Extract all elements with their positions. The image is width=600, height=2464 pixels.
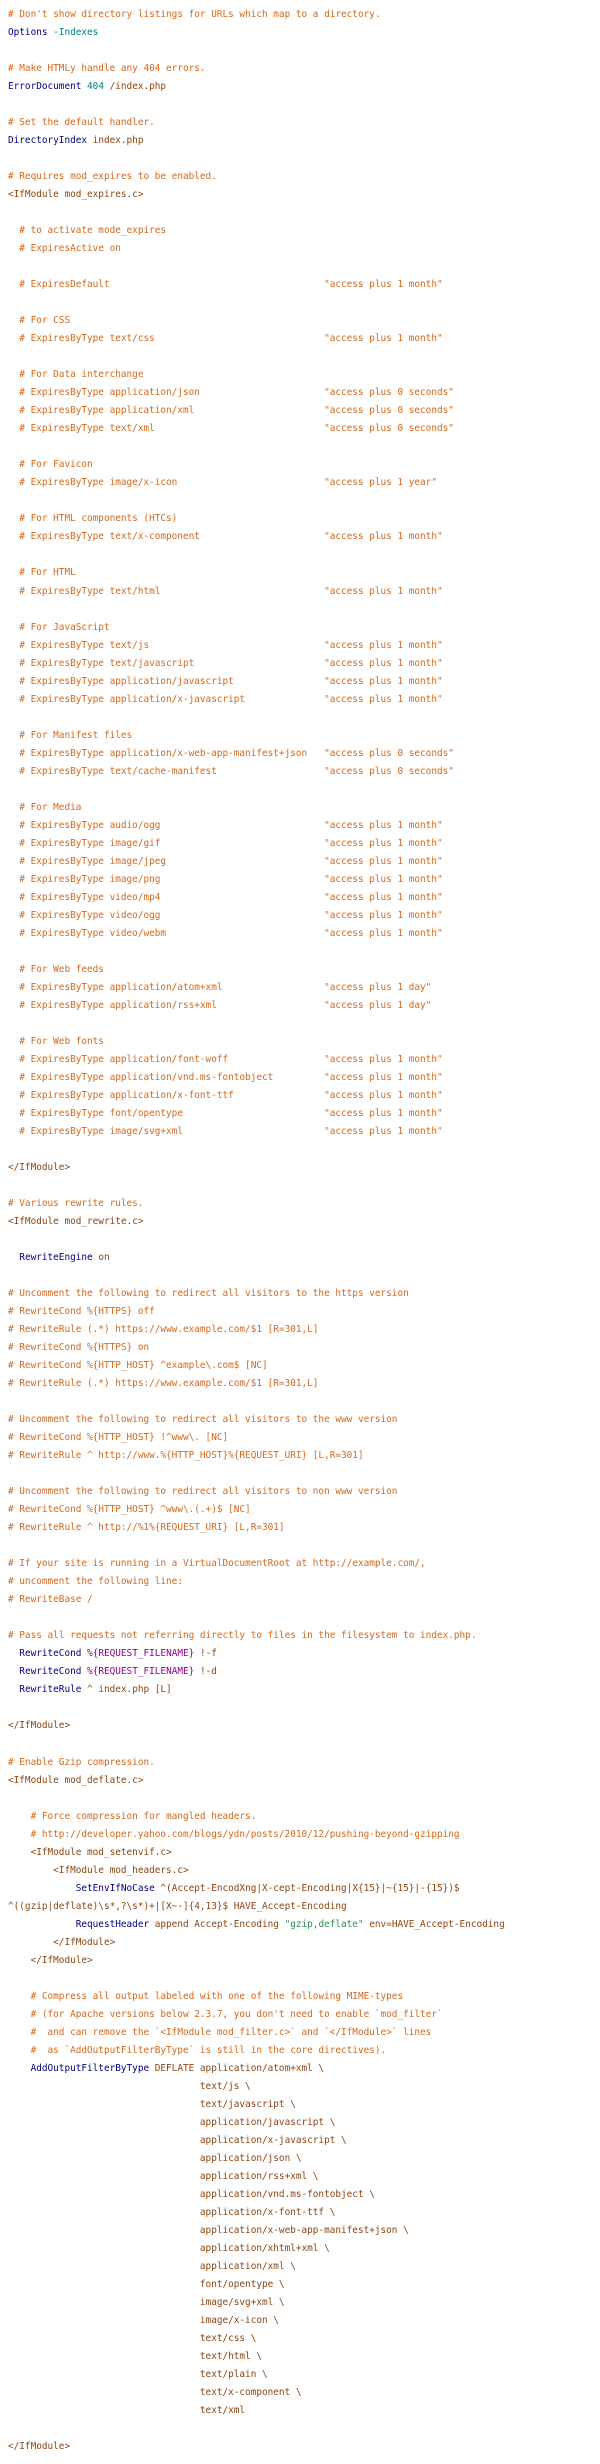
- directive-token: SetEnvIfNoCase: [75, 1882, 155, 1894]
- comment-token: # For HTML components (HTCs): [8, 513, 178, 525]
- comment-token: # ExpiresByType image/gif "access plus 1 month": [8, 837, 443, 849]
- code-line: [8, 1862, 600, 1880]
- comment-token: # ExpiresByType application/javascript "access plus 1 month": [8, 675, 443, 687]
- plain-token: application/rss+xml \: [8, 2170, 319, 2182]
- code-line: [8, 1159, 600, 1177]
- plain-token: [8, 2063, 31, 2074]
- plain-token: /index.php: [103, 81, 167, 93]
- code-line: [8, 1699, 600, 1717]
- code-line: [8, 2276, 600, 2294]
- comment-token: # ExpiresByType video/mp4 "access plus 1 month": [8, 891, 443, 903]
- comment-token: # RewriteRule (.*) https://www.example.com/$1 [R=301,L]: [8, 1378, 319, 1390]
- code-line: [8, 402, 600, 420]
- code-line: [8, 258, 600, 276]
- code-line: [8, 1754, 600, 1772]
- comment-token: # ExpiresByType application/x-web-app-manifest+json "access plus 0 seconds": [8, 747, 454, 759]
- code-line: [8, 1681, 600, 1699]
- code-line: [8, 222, 600, 240]
- code-line: [8, 1519, 600, 1537]
- code-line: [8, 1952, 600, 1970]
- directive-token: RewriteCond: [19, 1666, 82, 1678]
- comment-token: # Uncomment the following to redirect all visitors to the www version: [8, 1414, 398, 1426]
- code-line: [8, 1231, 600, 1249]
- code-line: [8, 366, 600, 384]
- code-line: [8, 1285, 600, 1303]
- code-line: [8, 1105, 600, 1123]
- code-line: [8, 1483, 600, 1501]
- code-line: [8, 673, 600, 691]
- comment-token: # Set the default handler.: [8, 117, 155, 129]
- code-line: [8, 871, 600, 889]
- code-line: [8, 1303, 600, 1321]
- code-line: [8, 474, 600, 492]
- code-line: [8, 1916, 600, 1934]
- plain-token: image/x-icon \: [8, 2315, 279, 2326]
- code-line: [8, 619, 600, 637]
- code-line: [8, 1051, 600, 1069]
- comment-token: # RewriteCond %{HTTPS} on: [8, 1342, 150, 1354]
- comment-token: # Make HTMLy handle any 404 errors.: [8, 63, 206, 75]
- code-line: [8, 2384, 600, 2402]
- plain-token: </IfModule>: [8, 2441, 71, 2453]
- comment-token: # as `AddOutputFilterByType` is still in the core directives).: [8, 2044, 387, 2056]
- plain-token: </IfModule>: [8, 1936, 116, 1948]
- plain-token: text/javascript \: [8, 2098, 296, 2110]
- code-line: [8, 150, 600, 168]
- code-line: [8, 1573, 600, 1591]
- code-line: [8, 1321, 600, 1339]
- comment-token: # For Web fonts: [8, 1035, 104, 1047]
- comment-token: # ExpiresByType font/opentype "access plus 1 month": [8, 1107, 443, 1119]
- comment-token: # For JavaScript: [8, 621, 110, 633]
- code-line: [8, 168, 600, 186]
- comment-token: # ExpiresActive on: [8, 243, 121, 255]
- code-line: [8, 2042, 600, 2060]
- comment-token: # Various rewrite rules.: [8, 1198, 144, 1210]
- comment-token: # Pass all requests not referring directly to files in the filesystem to index.php.: [8, 1630, 477, 1642]
- code-line: [8, 835, 600, 853]
- comment-token: # ExpiresByType video/webm "access plus 1 month": [8, 927, 443, 939]
- comment-token: # If your site is running in a VirtualDocumentRoot at http://example.com/,: [8, 1558, 426, 1570]
- code-line: [8, 1934, 600, 1952]
- comment-token: # ExpiresByType image/png "access plus 1 month": [8, 873, 443, 885]
- code-line: [8, 384, 600, 402]
- code-line: [8, 186, 600, 204]
- code-line: [8, 727, 600, 745]
- comment-token: # For Manifest files: [8, 729, 133, 741]
- code-line: [8, 1826, 600, 1844]
- code-line: [8, 1465, 600, 1483]
- plain-token: image/svg+xml \: [8, 2296, 285, 2308]
- directive-token: DirectoryIndex: [8, 135, 88, 147]
- plain-token: </IfModule>: [8, 1954, 93, 1966]
- plain-token: ^ index.php [L]: [81, 1684, 172, 1696]
- code-line: [8, 1015, 600, 1033]
- code-line: [8, 799, 600, 817]
- plain-token: text/js \: [8, 2080, 251, 2092]
- plain-token: </IfModule>: [8, 1162, 71, 1173]
- code-line: [8, 24, 600, 42]
- code-line: [8, 1717, 600, 1735]
- code-line: [8, 1213, 600, 1231]
- code-line: [8, 1069, 600, 1087]
- code-line: [8, 312, 600, 330]
- code-line: [8, 6, 600, 24]
- code-line: [8, 276, 600, 294]
- code-line: [8, 438, 600, 456]
- comment-token: # ExpiresByType application/font-woff "access plus 1 month": [8, 1053, 443, 1065]
- code-line: [8, 60, 600, 78]
- variable-token: %{REQUEST_FILENAME}: [87, 1666, 195, 1678]
- code-line: [8, 2294, 600, 2312]
- code-line: [8, 2060, 600, 2078]
- code-line: [8, 1970, 600, 1988]
- code-line: [8, 294, 600, 312]
- comment-token: # ExpiresByType video/ogg "access plus 1 month": [8, 909, 443, 921]
- comment-token: # RewriteCond %{HTTP_HOST} !^www\. [NC]: [8, 1432, 229, 1444]
- plain-token: text/css \: [8, 2333, 257, 2345]
- comment-token: # ExpiresByType application/json "access plus 0 seconds": [8, 387, 454, 399]
- plain-token: application/x-font-ttf \: [8, 2206, 336, 2218]
- code-line: [8, 2420, 600, 2438]
- code-line: [8, 1772, 600, 1790]
- comment-token: # Requires mod_expires to be enabled.: [8, 171, 217, 183]
- code-line: [8, 979, 600, 997]
- code-line: [8, 1033, 600, 1051]
- code-line: [8, 1736, 600, 1754]
- code-line: [8, 1880, 600, 1898]
- code-line: [8, 1790, 600, 1808]
- comment-token: # (for Apache versions below 2.3.7, you don't need to enable `mod_filter`: [8, 2008, 443, 2020]
- comment-token: # RewriteBase /: [8, 1594, 93, 1606]
- code-line: [8, 1844, 600, 1862]
- code-line: [8, 709, 600, 727]
- code-line: [8, 546, 600, 564]
- code-line: [8, 1645, 600, 1663]
- comment-token: # to activate mode_expires: [8, 225, 167, 237]
- directive-token: ErrorDocument: [8, 81, 82, 93]
- plain-token: !-f: [194, 1648, 217, 1660]
- directive-token: Options: [8, 27, 48, 39]
- code-line: [8, 240, 600, 258]
- plain-token: on: [92, 1252, 110, 1264]
- comment-token: # RewriteRule (.*) https://www.example.com/$1 [R=301,L]: [8, 1324, 319, 1336]
- code-line: [8, 2006, 600, 2024]
- plain-token: application/javascript \: [8, 2116, 336, 2128]
- plain-token: index.php: [87, 135, 144, 147]
- code-line: [8, 637, 600, 655]
- plain-token: [8, 1666, 19, 1677]
- comment-token: # ExpiresByType application/x-javascript "access plus 1 month": [8, 693, 443, 705]
- string-token: "gzip,deflate": [284, 1918, 364, 1930]
- comment-token: # ExpiresByType image/jpeg "access plus 1 month": [8, 855, 443, 867]
- code-line: [8, 1339, 600, 1357]
- plain-token: <IfModule mod_rewrite.c>: [8, 1216, 144, 1228]
- code-line: [8, 1357, 600, 1375]
- code-line: [8, 528, 600, 546]
- variable-token: %{REQUEST_FILENAME}: [87, 1648, 195, 1660]
- comment-token: # ExpiresByType text/html "access plus 1 month": [8, 585, 443, 597]
- code-line: [8, 997, 600, 1015]
- plain-token: <IfModule mod_headers.c>: [8, 1864, 189, 1876]
- code-line: [8, 691, 600, 709]
- code-line: [8, 42, 600, 60]
- code-line: [8, 1393, 600, 1411]
- value-token: 404: [87, 81, 104, 93]
- comment-token: # Uncomment the following to redirect all visitors to non www version: [8, 1486, 398, 1498]
- comment-token: # http://developer.yahoo.com/blogs/ydn/posts/2010/12/pushing-beyond-gzipping: [8, 1828, 460, 1840]
- code-line: [8, 1501, 600, 1519]
- code-line: [8, 1898, 600, 1916]
- code-line: [8, 2330, 600, 2348]
- comment-token: # ExpiresByType application/atom+xml "access plus 1 day": [8, 981, 432, 993]
- comment-token: # ExpiresByType image/x-icon "access plus 1 year": [8, 477, 437, 489]
- code-line: [8, 564, 600, 582]
- plain-token: env=HAVE_Accept-Encoding: [363, 1918, 505, 1930]
- plain-token: <IfModule mod_expires.c>: [8, 189, 144, 201]
- plain-token: append Accept-Encoding: [149, 1918, 285, 1930]
- code-line: [8, 2024, 600, 2042]
- comment-token: # ExpiresDefault "access plus 1 month": [8, 279, 443, 291]
- plain-token: text/x-component \: [8, 2387, 302, 2399]
- code-line: [8, 1609, 600, 1627]
- comment-token: # ExpiresByType application/xml "access plus 0 seconds": [8, 405, 454, 417]
- comment-token: # Compress all output labeled with one of the following MIME-types: [8, 1990, 404, 2002]
- comment-token: # ExpiresByType text/js "access plus 1 month": [8, 639, 443, 651]
- directive-token: RewriteCond: [19, 1648, 82, 1660]
- code-line: [8, 1988, 600, 2006]
- code-line: [8, 510, 600, 528]
- code-line: [8, 961, 600, 979]
- code-line: [8, 2096, 600, 2114]
- comment-token: # For CSS: [8, 315, 71, 327]
- plain-token: text/xml: [8, 2405, 246, 2417]
- code-line: [8, 2186, 600, 2204]
- code-line: [8, 96, 600, 114]
- value-token: -Indexes: [53, 27, 99, 39]
- code-line: [8, 817, 600, 835]
- code-line: [8, 889, 600, 907]
- plain-token: ^((gzip|deflate)\s*,?\s*)+|[X~-]{4,13}$ HAVE_Accept-Encoding: [8, 1900, 347, 1912]
- code-line: [8, 2258, 600, 2276]
- code-line: [8, 1555, 600, 1573]
- code-line: [8, 2168, 600, 2186]
- code-line: [8, 583, 600, 601]
- code-line: [8, 1375, 600, 1393]
- plain-token: application/json \: [8, 2152, 302, 2164]
- directive-token: RewriteRule: [19, 1684, 82, 1696]
- code-line: [8, 2204, 600, 2222]
- plain-token: [8, 1919, 76, 1930]
- code-line: [8, 907, 600, 925]
- directive-token: RequestHeader: [75, 1918, 150, 1930]
- plain-token: application/xml \: [8, 2260, 296, 2272]
- code-line: [8, 2438, 600, 2456]
- comment-token: # RewriteRule ^ http://%1%{REQUEST_URI} [L,R=301]: [8, 1522, 285, 1534]
- plain-token: <IfModule mod_setenvif.c>: [8, 1846, 172, 1858]
- comment-token: # RewriteCond %{HTTP_HOST} ^example\.com$ [NC]: [8, 1360, 268, 1372]
- code-line: [8, 2114, 600, 2132]
- plain-token: </IfModule>: [8, 1720, 71, 1732]
- code-line: [8, 1249, 600, 1267]
- code-line: [8, 2150, 600, 2168]
- plain-token: <IfModule mod_deflate.c>: [8, 1774, 144, 1786]
- plain-token: text/plain \: [8, 2369, 268, 2381]
- code-line: [8, 492, 600, 510]
- code-line: [8, 1177, 600, 1195]
- comment-token: # Don't show directory listings for URLs which map to a directory.: [8, 9, 381, 20]
- code-line: [8, 943, 600, 961]
- comment-token: # RewriteCond %{HTTP_HOST} ^www\.(.+)$ [NC]: [8, 1504, 251, 1516]
- comment-token: # ExpiresByType audio/ogg "access plus 1 month": [8, 819, 443, 831]
- code-line: [8, 2312, 600, 2330]
- plain-token: application/x-javascript \: [8, 2134, 347, 2146]
- comment-token: # ExpiresByType application/vnd.ms-fontobject "access plus 1 month": [8, 1071, 443, 1083]
- plain-token: [8, 1252, 19, 1263]
- comment-token: # uncomment the following line:: [8, 1576, 183, 1588]
- code-line: [8, 2402, 600, 2420]
- code-line: [8, 348, 600, 366]
- code-line: [8, 330, 600, 348]
- code-line: [8, 2132, 600, 2150]
- comment-token: # For Web feeds: [8, 963, 104, 975]
- code-line: [8, 456, 600, 474]
- comment-token: # Force compression for mangled headers.: [8, 1810, 257, 1822]
- comment-token: # Enable Gzip compression.: [8, 1756, 155, 1768]
- comment-token: # ExpiresByType text/x-component "access plus 1 month": [8, 531, 443, 543]
- code-line: [8, 132, 600, 150]
- comment-token: # ExpiresByType image/svg+xml "access plus 1 month": [8, 1125, 443, 1137]
- plain-token: application/x-web-app-manifest+json \: [8, 2224, 409, 2236]
- comment-token: # For HTML: [8, 567, 76, 579]
- code-line: [8, 1141, 600, 1159]
- plain-token: ^(Accept-EncodXng|X-cept-Encoding|X{15}|~{15}|-{15})$: [154, 1882, 460, 1894]
- code-line: [8, 1663, 600, 1681]
- comment-token: # ExpiresByType text/css "access plus 1 month": [8, 333, 443, 345]
- plain-token: font/opentype \: [8, 2278, 285, 2290]
- code-line: [8, 1195, 600, 1213]
- code-line: [8, 1447, 600, 1465]
- comment-token: # For Media: [8, 801, 82, 813]
- plain-token: text/html \: [8, 2351, 262, 2363]
- comment-token: # ExpiresByType text/javascript "access plus 1 month": [8, 657, 443, 669]
- code-line: [8, 2240, 600, 2258]
- code-line: [8, 925, 600, 943]
- code-line: [8, 2078, 600, 2096]
- code-line: [8, 1808, 600, 1826]
- directive-token: AddOutputFilterByType: [30, 2062, 150, 2074]
- comment-token: # RewriteCond %{HTTPS} off: [8, 1306, 155, 1318]
- code-line: [8, 853, 600, 871]
- plain-token: [8, 1883, 76, 1894]
- code-line: [8, 1267, 600, 1285]
- code-line: [8, 763, 600, 781]
- code-line: [8, 1411, 600, 1429]
- code-line: [8, 1087, 600, 1105]
- directive-token: RewriteEngine: [19, 1252, 93, 1264]
- code-line: [8, 1429, 600, 1447]
- comment-token: # RewriteRule ^ http://www.%{HTTP_HOST}%{REQUEST_URI} [L,R=301]: [8, 1450, 364, 1462]
- code-line: [8, 601, 600, 619]
- plain-token: [8, 1684, 19, 1695]
- plain-token: [8, 1648, 19, 1659]
- plain-token: application/xhtml+xml \: [8, 2242, 330, 2254]
- comment-token: # and can remove the `<IfModule mod_filter.c>` and `</IfModule>` lines: [8, 2026, 432, 2038]
- code-line: [8, 2366, 600, 2384]
- comment-token: # ExpiresByType text/xml "access plus 0 seconds": [8, 423, 454, 435]
- code-line: [8, 1627, 600, 1645]
- code-line: [8, 204, 600, 222]
- code-line: [8, 420, 600, 438]
- code-line: [8, 745, 600, 763]
- comment-token: # For Favicon: [8, 459, 93, 471]
- plain-token: !-d: [194, 1666, 217, 1678]
- code-line: [8, 114, 600, 132]
- plain-token: DEFLATE application/atom+xml \: [149, 2062, 325, 2074]
- code-line: [8, 655, 600, 673]
- code-line: [8, 781, 600, 799]
- code-line: [8, 2348, 600, 2366]
- code-line: [8, 2222, 600, 2240]
- comment-token: # Uncomment the following to redirect all visitors to the https version: [8, 1288, 409, 1300]
- comment-token: # ExpiresByType text/cache-manifest "access plus 0 seconds": [8, 765, 454, 777]
- comment-token: # ExpiresByType application/rss+xml "access plus 1 day": [8, 999, 432, 1011]
- comment-token: # For Data interchange: [8, 369, 144, 381]
- code-line: [8, 1537, 600, 1555]
- code-line: [8, 78, 600, 96]
- plain-token: application/vnd.ms-fontobject \: [8, 2188, 375, 2200]
- code-line: [8, 1591, 600, 1609]
- code-line: [8, 1123, 600, 1141]
- comment-token: # ExpiresByType application/x-font-ttf "access plus 1 month": [8, 1089, 443, 1101]
